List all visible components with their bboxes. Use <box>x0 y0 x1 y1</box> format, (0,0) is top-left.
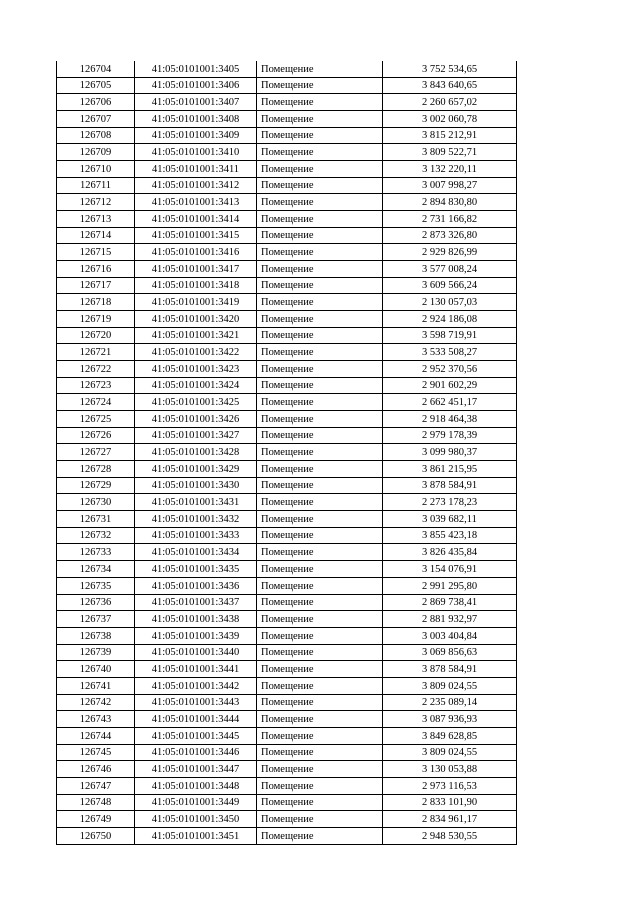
object-type-cell: Помещение <box>257 427 383 444</box>
cadastral-number-cell: 41:05:0101001:3445 <box>135 727 257 744</box>
cadastral-value-cell: 2 948 530,55 <box>383 827 517 844</box>
cadastral-number-cell: 41:05:0101001:3417 <box>135 261 257 278</box>
cadastral-value-cell: 3 878 584,91 <box>383 477 517 494</box>
object-type-cell: Помещение <box>257 761 383 778</box>
cadastral-value-cell: 3 577 008,24 <box>383 261 517 278</box>
table-row <box>57 477 517 494</box>
cadastral-number-cell: 41:05:0101001:3410 <box>135 144 257 161</box>
cadastral-value-cell: 3 087 936,93 <box>383 711 517 728</box>
object-type-cell: Помещение <box>257 594 383 611</box>
cadastral-number-cell: 41:05:0101001:3434 <box>135 544 257 561</box>
table-row <box>57 827 517 844</box>
cadastral-value-cell: 3 099 980,37 <box>383 444 517 461</box>
row-number-cell: 126743 <box>57 711 135 728</box>
row-number-cell: 126729 <box>57 477 135 494</box>
table-row <box>57 344 517 361</box>
table-row <box>57 711 517 728</box>
table-row <box>57 527 517 544</box>
cadastral-value-cell: 2 881 932,97 <box>383 611 517 628</box>
table-row <box>57 177 517 194</box>
row-number-cell: 126716 <box>57 261 135 278</box>
cadastral-number-cell: 41:05:0101001:3409 <box>135 127 257 144</box>
row-number-cell: 126742 <box>57 694 135 711</box>
cadastral-number-cell: 41:05:0101001:3423 <box>135 361 257 378</box>
cadastral-number-cell: 41:05:0101001:3437 <box>135 594 257 611</box>
table-row <box>57 211 517 228</box>
cadastral-value-cell: 3 861 215,95 <box>383 461 517 478</box>
object-type-cell: Помещение <box>257 561 383 578</box>
cadastral-number-cell: 41:05:0101001:3450 <box>135 811 257 828</box>
cadastral-number-cell: 41:05:0101001:3440 <box>135 644 257 661</box>
table-row <box>57 377 517 394</box>
cadastral-number-cell: 41:05:0101001:3412 <box>135 177 257 194</box>
row-number-cell: 126726 <box>57 427 135 444</box>
table-row <box>57 77 517 94</box>
table-row <box>57 811 517 828</box>
cadastral-number-cell: 41:05:0101001:3411 <box>135 161 257 178</box>
object-type-cell: Помещение <box>257 61 383 77</box>
cadastral-value-cell: 2 662 451,17 <box>383 394 517 411</box>
cadastral-value-cell: 3 003 404,84 <box>383 627 517 644</box>
table-body <box>57 61 517 844</box>
object-type-cell: Помещение <box>257 494 383 511</box>
cadastral-number-cell: 41:05:0101001:3446 <box>135 744 257 761</box>
row-number-cell: 126735 <box>57 577 135 594</box>
cadastral-value-cell: 3 826 435,84 <box>383 544 517 561</box>
table-row <box>57 327 517 344</box>
cadastral-number-cell: 41:05:0101001:3442 <box>135 677 257 694</box>
row-number-cell: 126750 <box>57 827 135 844</box>
row-number-cell: 126745 <box>57 744 135 761</box>
object-type-cell: Помещение <box>257 77 383 94</box>
cadastral-number-cell: 41:05:0101001:3427 <box>135 427 257 444</box>
table-row <box>57 461 517 478</box>
cadastral-number-cell: 41:05:0101001:3428 <box>135 444 257 461</box>
table-row <box>57 661 517 678</box>
object-type-cell: Помещение <box>257 311 383 328</box>
table-row <box>57 577 517 594</box>
cadastral-value-cell: 3 069 856,63 <box>383 644 517 661</box>
cadastral-value-cell: 3 752 534,65 <box>383 61 517 77</box>
cadastral-number-cell: 41:05:0101001:3405 <box>135 61 257 77</box>
row-number-cell: 126711 <box>57 177 135 194</box>
table-row <box>57 227 517 244</box>
object-type-cell: Помещение <box>257 127 383 144</box>
row-number-cell: 126733 <box>57 544 135 561</box>
cadastral-value-cell: 2 273 178,23 <box>383 494 517 511</box>
cadastral-value-cell: 3 878 584,91 <box>383 661 517 678</box>
cadastral-number-cell: 41:05:0101001:3422 <box>135 344 257 361</box>
row-number-cell: 126736 <box>57 594 135 611</box>
object-type-cell: Помещение <box>257 327 383 344</box>
cadastral-value-cell: 2 991 295,80 <box>383 577 517 594</box>
object-type-cell: Помещение <box>257 794 383 811</box>
cadastral-value-cell: 2 929 826,99 <box>383 244 517 261</box>
cadastral-value-cell: 2 833 101,90 <box>383 794 517 811</box>
table-row <box>57 277 517 294</box>
row-number-cell: 126731 <box>57 511 135 528</box>
table-row <box>57 727 517 744</box>
object-type-cell: Помещение <box>257 694 383 711</box>
cadastral-value-cell: 3 533 508,27 <box>383 344 517 361</box>
row-number-cell: 126707 <box>57 111 135 128</box>
table-row <box>57 294 517 311</box>
cadastral-number-cell: 41:05:0101001:3408 <box>135 111 257 128</box>
cadastral-number-cell: 41:05:0101001:3447 <box>135 761 257 778</box>
table-row <box>57 394 517 411</box>
cadastral-value-cell: 3 598 719,91 <box>383 327 517 344</box>
row-number-cell: 126715 <box>57 244 135 261</box>
object-type-cell: Помещение <box>257 777 383 794</box>
cadastral-value-cell: 3 039 682,11 <box>383 511 517 528</box>
row-number-cell: 126708 <box>57 127 135 144</box>
cadastral-value-cell: 2 731 166,82 <box>383 211 517 228</box>
object-type-cell: Помещение <box>257 527 383 544</box>
cadastral-value-cell: 2 869 738,41 <box>383 594 517 611</box>
table-row <box>57 594 517 611</box>
cadastral-number-cell: 41:05:0101001:3420 <box>135 311 257 328</box>
cadastral-value-cell: 3 855 423,18 <box>383 527 517 544</box>
cadastral-number-cell: 41:05:0101001:3418 <box>135 277 257 294</box>
cadastral-value-cell: 3 002 060,78 <box>383 111 517 128</box>
object-type-cell: Помещение <box>257 177 383 194</box>
table-row <box>57 144 517 161</box>
object-type-cell: Помещение <box>257 444 383 461</box>
object-type-cell: Помещение <box>257 711 383 728</box>
cadastral-number-cell: 41:05:0101001:3436 <box>135 577 257 594</box>
object-type-cell: Помещение <box>257 577 383 594</box>
cadastral-number-cell: 41:05:0101001:3407 <box>135 94 257 111</box>
object-type-cell: Помещение <box>257 661 383 678</box>
table-row <box>57 544 517 561</box>
cadastral-number-cell: 41:05:0101001:3444 <box>135 711 257 728</box>
row-number-cell: 126722 <box>57 361 135 378</box>
cadastral-value-cell: 2 918 464,38 <box>383 411 517 428</box>
object-type-cell: Помещение <box>257 677 383 694</box>
table-row <box>57 511 517 528</box>
object-type-cell: Помещение <box>257 361 383 378</box>
cadastral-number-cell: 41:05:0101001:3441 <box>135 661 257 678</box>
object-type-cell: Помещение <box>257 611 383 628</box>
row-number-cell: 126740 <box>57 661 135 678</box>
cadastral-number-cell: 41:05:0101001:3415 <box>135 227 257 244</box>
row-number-cell: 126718 <box>57 294 135 311</box>
cadastral-value-cell: 2 130 057,03 <box>383 294 517 311</box>
object-type-cell: Помещение <box>257 727 383 744</box>
object-type-cell: Помещение <box>257 277 383 294</box>
cadastral-value-cell: 2 235 089,14 <box>383 694 517 711</box>
object-type-cell: Помещение <box>257 244 383 261</box>
cadastral-value-cell: 3 843 640,65 <box>383 77 517 94</box>
row-number-cell: 126732 <box>57 527 135 544</box>
cadastral-number-cell: 41:05:0101001:3449 <box>135 794 257 811</box>
object-type-cell: Помещение <box>257 261 383 278</box>
table-row <box>57 494 517 511</box>
row-number-cell: 126746 <box>57 761 135 778</box>
cadastral-value-cell: 2 952 370,56 <box>383 361 517 378</box>
row-number-cell: 126734 <box>57 561 135 578</box>
row-number-cell: 126738 <box>57 627 135 644</box>
cadastral-number-cell: 41:05:0101001:3416 <box>135 244 257 261</box>
row-number-cell: 126721 <box>57 344 135 361</box>
table-row <box>57 761 517 778</box>
table-row <box>57 94 517 111</box>
row-number-cell: 126709 <box>57 144 135 161</box>
cadastral-value-table <box>56 61 517 845</box>
table-row <box>57 127 517 144</box>
table-row <box>57 794 517 811</box>
row-number-cell: 126710 <box>57 161 135 178</box>
object-type-cell: Помещение <box>257 644 383 661</box>
cadastral-value-cell: 2 873 326,80 <box>383 227 517 244</box>
row-number-cell: 126706 <box>57 94 135 111</box>
table-row <box>57 694 517 711</box>
cadastral-value-cell: 2 924 186,08 <box>383 311 517 328</box>
object-type-cell: Помещение <box>257 811 383 828</box>
row-number-cell: 126747 <box>57 777 135 794</box>
object-type-cell: Помещение <box>257 827 383 844</box>
object-type-cell: Помещение <box>257 394 383 411</box>
cadastral-number-cell: 41:05:0101001:3430 <box>135 477 257 494</box>
cadastral-number-cell: 41:05:0101001:3448 <box>135 777 257 794</box>
cadastral-number-cell: 41:05:0101001:3433 <box>135 527 257 544</box>
row-number-cell: 126719 <box>57 311 135 328</box>
row-number-cell: 126727 <box>57 444 135 461</box>
object-type-cell: Помещение <box>257 344 383 361</box>
cadastral-value-cell: 2 894 830,80 <box>383 194 517 211</box>
cadastral-value-cell: 3 007 998,27 <box>383 177 517 194</box>
table-row <box>57 777 517 794</box>
cadastral-value-cell: 3 609 566,24 <box>383 277 517 294</box>
object-type-cell: Помещение <box>257 111 383 128</box>
cadastral-value-cell: 3 809 024,55 <box>383 744 517 761</box>
cadastral-value-cell: 2 901 602,29 <box>383 377 517 394</box>
object-type-cell: Помещение <box>257 227 383 244</box>
row-number-cell: 126728 <box>57 461 135 478</box>
cadastral-number-cell: 41:05:0101001:3425 <box>135 394 257 411</box>
row-number-cell: 126720 <box>57 327 135 344</box>
row-number-cell: 126704 <box>57 61 135 77</box>
table-row <box>57 161 517 178</box>
cadastral-number-cell: 41:05:0101001:3431 <box>135 494 257 511</box>
cadastral-number-cell: 41:05:0101001:3429 <box>135 461 257 478</box>
cadastral-value-cell: 3 815 212,91 <box>383 127 517 144</box>
table-row <box>57 361 517 378</box>
cadastral-value-cell: 2 973 116,53 <box>383 777 517 794</box>
row-number-cell: 126741 <box>57 677 135 694</box>
object-type-cell: Помещение <box>257 744 383 761</box>
table-row <box>57 427 517 444</box>
object-type-cell: Помещение <box>257 161 383 178</box>
cadastral-number-cell: 41:05:0101001:3426 <box>135 411 257 428</box>
cadastral-value-cell: 3 132 220,11 <box>383 161 517 178</box>
row-number-cell: 126739 <box>57 644 135 661</box>
cadastral-value-cell: 3 154 076,91 <box>383 561 517 578</box>
row-number-cell: 126730 <box>57 494 135 511</box>
object-type-cell: Помещение <box>257 411 383 428</box>
cadastral-value-cell: 2 979 178,39 <box>383 427 517 444</box>
object-type-cell: Помещение <box>257 627 383 644</box>
row-number-cell: 126724 <box>57 394 135 411</box>
row-number-cell: 126723 <box>57 377 135 394</box>
cadastral-number-cell: 41:05:0101001:3432 <box>135 511 257 528</box>
row-number-cell: 126714 <box>57 227 135 244</box>
table-row <box>57 444 517 461</box>
table-row <box>57 411 517 428</box>
cadastral-number-cell: 41:05:0101001:3421 <box>135 327 257 344</box>
cadastral-number-cell: 41:05:0101001:3438 <box>135 611 257 628</box>
table-row <box>57 111 517 128</box>
table-row <box>57 677 517 694</box>
row-number-cell: 126712 <box>57 194 135 211</box>
object-type-cell: Помещение <box>257 544 383 561</box>
table-row <box>57 627 517 644</box>
object-type-cell: Помещение <box>257 211 383 228</box>
cadastral-number-cell: 41:05:0101001:3406 <box>135 77 257 94</box>
row-number-cell: 126744 <box>57 727 135 744</box>
object-type-cell: Помещение <box>257 144 383 161</box>
cadastral-number-cell: 41:05:0101001:3451 <box>135 827 257 844</box>
table-row <box>57 61 517 77</box>
object-type-cell: Помещение <box>257 294 383 311</box>
cadastral-number-cell: 41:05:0101001:3435 <box>135 561 257 578</box>
table-row <box>57 644 517 661</box>
cadastral-value-cell: 3 130 053,88 <box>383 761 517 778</box>
cadastral-number-cell: 41:05:0101001:3439 <box>135 627 257 644</box>
cadastral-number-cell: 41:05:0101001:3443 <box>135 694 257 711</box>
table-row <box>57 744 517 761</box>
cadastral-number-cell: 41:05:0101001:3424 <box>135 377 257 394</box>
row-number-cell: 126717 <box>57 277 135 294</box>
table-row <box>57 311 517 328</box>
cadastral-value-cell: 2 834 961,17 <box>383 811 517 828</box>
table-row <box>57 561 517 578</box>
row-number-cell: 126713 <box>57 211 135 228</box>
cadastral-number-cell: 41:05:0101001:3414 <box>135 211 257 228</box>
cadastral-value-cell: 3 809 024,55 <box>383 677 517 694</box>
row-number-cell: 126725 <box>57 411 135 428</box>
table-row <box>57 194 517 211</box>
object-type-cell: Помещение <box>257 377 383 394</box>
row-number-cell: 126749 <box>57 811 135 828</box>
cadastral-value-cell: 2 260 657,02 <box>383 94 517 111</box>
row-number-cell: 126737 <box>57 611 135 628</box>
object-type-cell: Помещение <box>257 461 383 478</box>
row-number-cell: 126748 <box>57 794 135 811</box>
object-type-cell: Помещение <box>257 511 383 528</box>
table-row <box>57 261 517 278</box>
table-row <box>57 244 517 261</box>
row-number-cell: 126705 <box>57 77 135 94</box>
cadastral-value-cell: 3 809 522,71 <box>383 144 517 161</box>
cadastral-number-cell: 41:05:0101001:3413 <box>135 194 257 211</box>
object-type-cell: Помещение <box>257 194 383 211</box>
object-type-cell: Помещение <box>257 477 383 494</box>
object-type-cell: Помещение <box>257 94 383 111</box>
cadastral-value-cell: 3 849 628,85 <box>383 727 517 744</box>
table-row <box>57 611 517 628</box>
cadastral-number-cell: 41:05:0101001:3419 <box>135 294 257 311</box>
